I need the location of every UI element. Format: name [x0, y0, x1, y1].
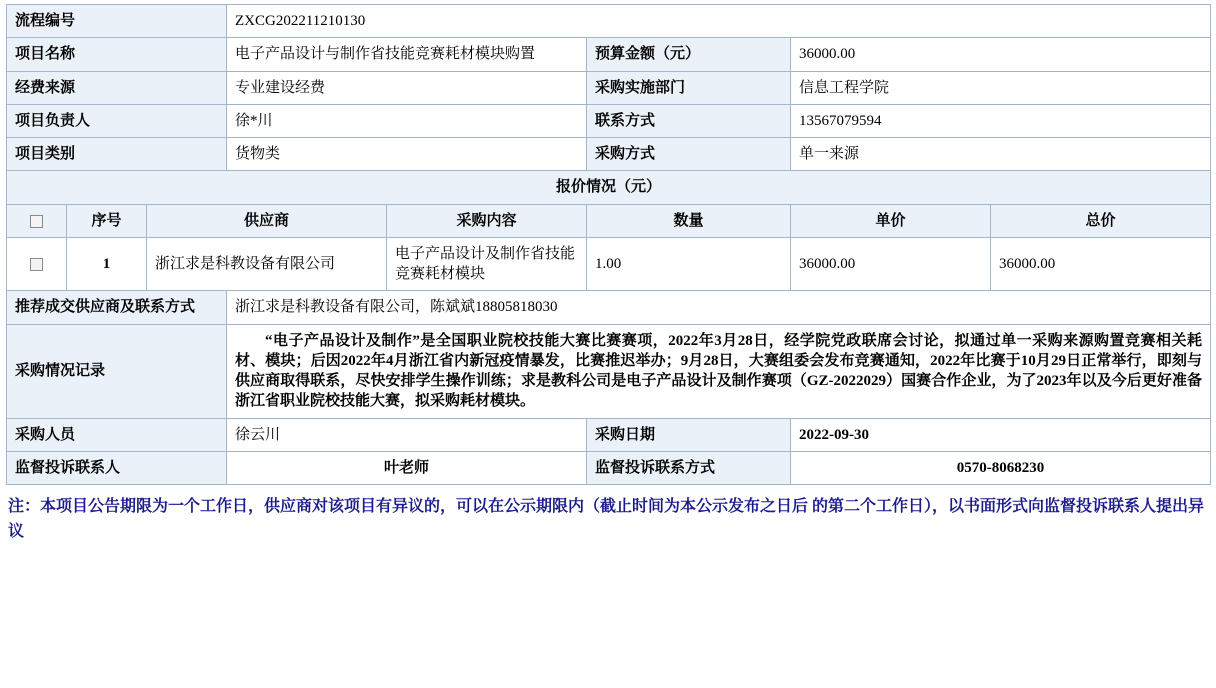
- header-quantity: 数量: [587, 204, 791, 237]
- header-content: 采购内容: [387, 204, 587, 237]
- header-total-price: 总价: [991, 204, 1211, 237]
- public-notice-text: 注：本项目公告期限为一个工作日，供应商对该项目有异议的，可以在公示期限内（截止时间为本公示发布之日后 的第二个工作日），以书面形式向监督投诉联系人提出异议: [8, 498, 1205, 540]
- process-no-label: 流程编号: [7, 5, 227, 38]
- row-content: 电子产品设计及制作省技能竞赛耗材模块: [387, 237, 587, 291]
- procurement-table: [6, 4, 1211, 485]
- record-value: [227, 324, 1211, 418]
- table-row-project-name: [7, 38, 1211, 71]
- method-value: 单一来源: [791, 138, 1211, 171]
- table-row-quote-item: [7, 237, 1211, 291]
- table-row-recommend: [7, 291, 1211, 324]
- budget-value: 36000.00: [791, 38, 1211, 71]
- recommend-label: 推荐成交供应商及联系方式: [7, 291, 227, 324]
- fund-source-label: 经费来源: [7, 71, 227, 104]
- header-unit-price: 单价: [791, 204, 991, 237]
- supervisor-label: 监督投诉联系人: [7, 451, 227, 484]
- buyer-label: 采购人员: [7, 418, 227, 451]
- project-name-label: 项目名称: [7, 38, 227, 71]
- method-label: 采购方式: [587, 138, 791, 171]
- procurement-document: [0, 4, 1216, 545]
- checkbox-row-1[interactable]: [30, 258, 43, 271]
- category-value: 货物类: [227, 138, 587, 171]
- row-supplier: 浙江求是科教设备有限公司: [147, 237, 387, 291]
- contact-label: 联系方式: [587, 104, 791, 137]
- contact-value: 13567079594: [791, 104, 1211, 137]
- process-no-value: ZXCG202211210130: [227, 5, 1211, 38]
- header-supplier: 供应商: [147, 204, 387, 237]
- table-row-owner: [7, 104, 1211, 137]
- table-row-process-no: [7, 5, 1211, 38]
- supervisor-value: 叶老师: [227, 451, 587, 484]
- supervisor-contact-value: 0570-8068230: [791, 451, 1211, 484]
- date-value: 2022-09-30: [791, 418, 1211, 451]
- fund-source-value: 专业建设经费: [227, 71, 587, 104]
- buyer-value: 徐云川: [227, 418, 587, 451]
- select-all-header: [7, 204, 67, 237]
- header-index: 序号: [67, 204, 147, 237]
- owner-value: 徐*川: [227, 104, 587, 137]
- row-index: 1: [67, 237, 147, 291]
- record-text: “电子产品设计及制作”是全国职业院校技能大赛比赛赛项，2022年3月28日，经学院党政联席会讨论，拟通过单一采购来源购置竞赛相关耗材、模块；后因2022年4月浙江省内新冠疫情暴发，比赛推迟举办；9月28日，大赛组委会发布竞赛通知，2022年比赛于10月29日正常举行，即刻与供应商取得联系，尽快安排学生操作训练；求是教科公司是电子产品设计及制作赛项（GZ-2022029）国赛合作企业，为了2023年以及今后更好准备浙江省职业院校技能大赛，拟采购耗材模块。: [235, 332, 1203, 410]
- category-label: 项目类别: [7, 138, 227, 171]
- supervisor-contact-label: 监督投诉联系方式: [587, 451, 791, 484]
- record-label: 采购情况记录: [7, 324, 227, 418]
- project-name-value: 电子产品设计与制作省技能竞赛耗材模块购置: [227, 38, 587, 71]
- row-quantity: 1.00: [587, 237, 791, 291]
- row-unit-price: 36000.00: [791, 237, 991, 291]
- owner-label: 项目负责人: [7, 104, 227, 137]
- table-row-fund-source: [7, 71, 1211, 104]
- table-row-record: [7, 324, 1211, 418]
- checkbox-select-all[interactable]: [30, 215, 43, 228]
- dept-value: 信息工程学院: [791, 71, 1211, 104]
- table-row-category: [7, 138, 1211, 171]
- row-total-price: 36000.00: [991, 237, 1211, 291]
- recommend-value: 浙江求是科教设备有限公司，陈斌斌18805818030: [227, 291, 1211, 324]
- table-row-supervisor: [7, 451, 1211, 484]
- row-select-cell: [7, 237, 67, 291]
- table-row-buyer: [7, 418, 1211, 451]
- table-row-quote-section: [7, 171, 1211, 204]
- date-label: 采购日期: [587, 418, 791, 451]
- table-row-quote-headers: [7, 204, 1211, 237]
- dept-label: 采购实施部门: [587, 71, 791, 104]
- budget-label: 预算金额（元）: [587, 38, 791, 71]
- quote-section-title: 报价情况（元）: [7, 171, 1211, 204]
